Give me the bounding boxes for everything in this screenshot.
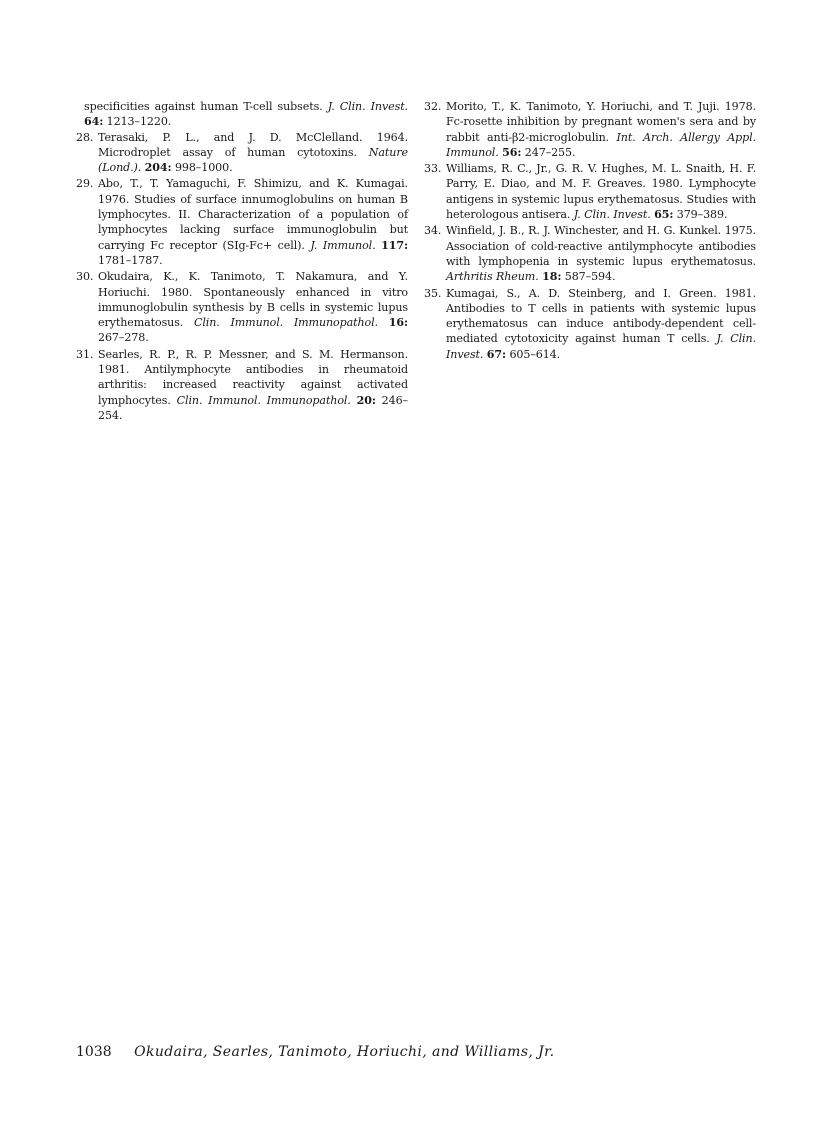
- reference-column-left: [76, 99, 408, 424]
- reference-journal: J. Immunol.: [310, 238, 376, 252]
- continuation-pages: 1213–1220.: [106, 115, 172, 129]
- reference-item-31: [76, 347, 408, 423]
- reference-number: 30.: [76, 270, 94, 284]
- reference-item-28: [76, 130, 408, 176]
- reference-title: Spontaneously enhanced in vitro immunoglobulin synthesis by B cells in systemic lupus erythematosus.: [98, 285, 409, 330]
- reference-column-right: [424, 99, 756, 363]
- reference-title: Lymphocyte antigens in systemic lupus erythematosus. Studies with heterologous antisera.: [446, 177, 756, 222]
- reference-volume: 117:: [381, 238, 408, 252]
- reference-volume: 204:: [144, 161, 172, 175]
- reference-item-29: [76, 176, 408, 268]
- reference-text: [446, 161, 756, 222]
- reference-authors: Kumagai, S., A. D. Steinberg, and I. Green. 1981.: [446, 286, 756, 300]
- reference-text: [98, 347, 408, 423]
- reference-item-33: [424, 161, 756, 222]
- reference-journal: Arthritis Rheum.: [446, 270, 539, 284]
- reference-journal: Nature (Lond.).: [98, 145, 408, 175]
- reference-item-32: [424, 99, 756, 160]
- reference-item-35: [424, 286, 756, 362]
- continuation-journal: J. Clin. Invest.: [327, 100, 408, 113]
- reference-title: Antilymphocyte antibodies in rheumatoid arthritis: increased reactivity against activated lymphocytes.: [98, 363, 408, 407]
- reference-item-30: [76, 269, 408, 345]
- reference-title: Antibodies to T cells in patients with systemic lupus erythematosus can induce antibody-dependent cell-mediated cytotoxicity against human T cells.: [446, 301, 756, 346]
- reference-authors: Abo, T., T. Yamaguchi, F. Shimizu, and K. Kumagai. 1976.: [98, 177, 408, 206]
- reference-number: 35.: [424, 286, 442, 300]
- reference-pages: 247–255.: [524, 145, 576, 159]
- reference-text: [446, 99, 756, 160]
- reference-journal: J. Clin. Invest.: [446, 332, 756, 361]
- reference-authors: Searles, R. P., R. P. Messner, and S. M. Hermanson. 1981.: [98, 347, 408, 377]
- reference-journal: Clin. Immunol. Immunopathol.: [176, 393, 351, 407]
- reference-authors: Morito, T., K. Tanimoto, Y. Horiuchi, and T. Juji. 1978.: [446, 100, 756, 113]
- reference-journal: J. Clin. Invest.: [573, 208, 651, 222]
- reference-number: 33.: [424, 162, 442, 176]
- reference-pages: 1781–1787.: [98, 253, 163, 267]
- reference-volume: 18:: [542, 270, 562, 284]
- reference-pages: 246–254.: [98, 393, 408, 422]
- reference-text: [98, 130, 408, 176]
- reference-item-34: [424, 223, 756, 284]
- reference-continuation: [84, 99, 408, 130]
- running-head: Okudaira, Searles, Tanimoto, Horiuchi, and Williams, Jr.: [134, 1044, 555, 1060]
- reference-text: [446, 223, 756, 284]
- reference-volume: 56:: [502, 145, 522, 159]
- reference-number: 32.: [424, 100, 442, 113]
- reference-pages: 998–1000.: [174, 161, 233, 175]
- reference-pages: 605–614.: [509, 347, 561, 361]
- reference-volume: 67:: [486, 347, 507, 361]
- reference-pages: 587–594.: [564, 270, 616, 284]
- reference-text: [98, 269, 408, 345]
- reference-pages: 267–278.: [98, 331, 149, 345]
- reference-authors: Winfield, J. B., R. J. Winchester, and H. G. Kunkel. 1975.: [446, 224, 756, 238]
- reference-pages: 379–389.: [676, 208, 728, 222]
- reference-title: Fc-rosette inhibition by pregnant women's sera and by rabbit anti-β2-microglobulin.: [446, 115, 756, 144]
- reference-journal: Clin. Immunol. Immunopathol.: [193, 316, 379, 330]
- reference-number: 29.: [76, 177, 94, 191]
- reference-number: 28.: [76, 130, 94, 144]
- reference-title: Association of cold-reactive antilymphocyte antibodies with lymphopenia in systemic lupus erythematosus.: [446, 239, 756, 268]
- reference-journal: Int. Arch. Allergy Appl. Immunol.: [446, 130, 757, 159]
- reference-title: Studies of surface innumoglobulins on human B lymphocytes. II. Characterization of a population of lymphocytes lacking surface immunoglobulin but carrying Fc receptor (SIg-Fc+ cell).: [98, 192, 408, 252]
- reference-number: 31.: [76, 347, 94, 361]
- reference-volume: 16:: [388, 316, 408, 330]
- page-number: 1038: [76, 1044, 112, 1060]
- reference-text: [98, 176, 408, 268]
- reference-authors: Williams, R. C., Jr., G. R. V. Hughes, M. L. Snaith, H. F. Parry, E. Diao, and M. F. Greaves. 1980.: [446, 162, 756, 191]
- reference-volume: 65:: [654, 208, 674, 222]
- reference-title: Microdroplet assay of human cytotoxins.: [98, 145, 357, 159]
- reference-number: 34.: [424, 224, 442, 238]
- continuation-volume: 64:: [84, 115, 104, 129]
- reference-text: [446, 286, 756, 362]
- continuation-text: specificities against human T-cell subsets.: [84, 100, 323, 113]
- reference-volume: 20:: [356, 393, 376, 407]
- page-footer: [76, 1044, 776, 1060]
- reference-authors: Terasaki, P. L., and J. D. McClelland. 1964.: [98, 130, 408, 144]
- reference-authors: Okudaira, K., K. Tanimoto, T. Nakamura, and Y. Horiuchi. 1980.: [98, 270, 408, 299]
